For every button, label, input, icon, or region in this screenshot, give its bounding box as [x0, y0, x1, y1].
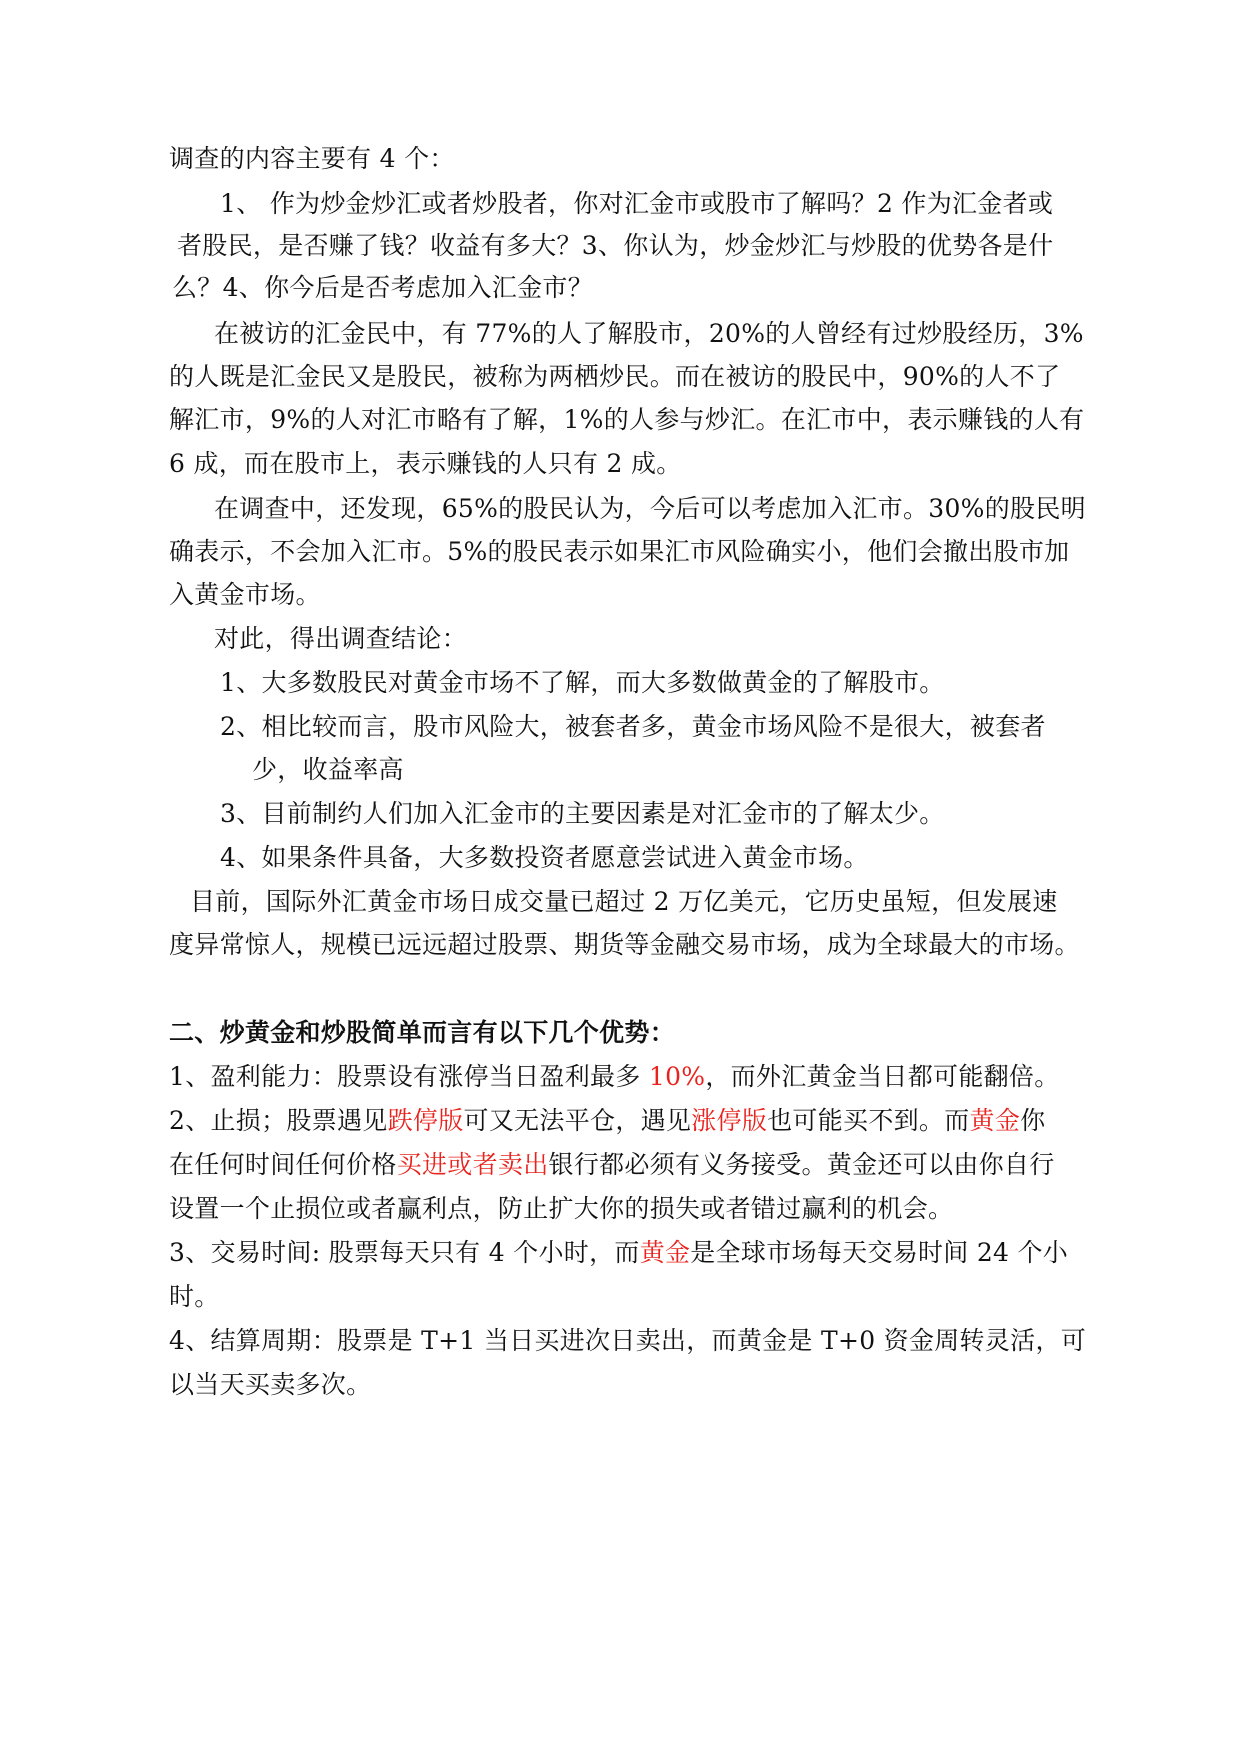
conclusion-item: 3、目前制约人们加入汇金市的主要因素是对汇金市的了解太少。 [220, 799, 945, 828]
advantage-item-stoploss-line3: 设置一个止损位或者赢利点，防止扩大你的损失或者错过赢利的机会。 [169, 1194, 954, 1223]
market-paragraph-line: 目前，国际外汇黄金市场日成交量已超过 2 万亿美元，它历史虽短，但发展速 [190, 887, 1058, 916]
advantage-item-stoploss-line2 [169, 1148, 1055, 1182]
text-segment: 3、交易时间: 股票每天只有 4 个小时，而 [169, 1238, 640, 1267]
text-segment: 银行都必须有义务接受。黄金还可以由你自行 [548, 1150, 1055, 1179]
highlight-text: 黄金 [639, 1238, 691, 1267]
advantage-item-settlement: 4、结算周期：股票是 T+1 当日买进次日卖出，而黄金是 T+0 资金周转灵活，可 [169, 1326, 1087, 1355]
text-segment: 2、止损；股票遇见 [169, 1106, 388, 1135]
advantage-item-profit [169, 1060, 1060, 1094]
market-paragraph-line: 度异常惊人，规模已远远超过股票、期货等金融交易市场，成为全球最大的市场。 [169, 930, 1080, 959]
conclusion-item-continuation: 少，收益率高 [252, 755, 404, 784]
highlight-text: 10% [648, 1062, 706, 1091]
survey-paragraph-line: 在被访的汇金民中，有 77%的人了解股市，20%的人曾经有过炒股经历，3% [214, 319, 1084, 348]
text-segment: 可又无法平仓，遇见 [463, 1106, 692, 1135]
findings-paragraph-line: 确表示，不会加入汇市。5%的股民表示如果汇市风险确实小，他们会撤出股市加 [169, 537, 1070, 566]
highlight-text: 跌停版 [387, 1106, 464, 1135]
conclusion-item: 1、大多数股民对黄金市场不了解，而大多数做黄金的了解股市。 [220, 668, 945, 697]
highlight-text: 涨停版 [691, 1106, 768, 1135]
conclusion-item: 4、如果条件具备，大多数投资者愿意尝试进入黄金市场。 [220, 843, 869, 872]
section-heading: 二、炒黄金和炒股简单而言有以下几个优势： [169, 1018, 676, 1047]
intro-line: 调查的内容主要有 4 个： [169, 144, 455, 173]
text-segment: 1、盈利能力：股票设有涨停当日盈利最多 [169, 1062, 649, 1091]
conclusion-item: 2、相比较而言，股市风险大，被套者多，黄金市场风险不是很大，被套者 [220, 712, 1046, 741]
question-line: 么？4、你今后是否考虑加入汇金市？ [172, 273, 594, 302]
advantage-item-trading-time-line2: 时。 [169, 1282, 220, 1311]
advantage-item-stoploss [169, 1104, 1045, 1138]
highlight-text: 买进或者卖出 [396, 1150, 549, 1179]
highlight-text: 黄金 [969, 1106, 1021, 1135]
text-segment: 是全球市场每天交易时间 24 个小 [690, 1238, 1069, 1267]
survey-paragraph-line: 6 成，而在股市上，表示赚钱的人只有 2 成。 [169, 449, 682, 478]
question-line: 1、 作为炒金炒汇或者炒股者，你对汇金市或股市了解吗？2 作为汇金者或 [220, 189, 1054, 218]
conclusion-intro: 对此，得出调查结论： [214, 624, 468, 653]
question-line: 者股民，是否赚了钱？收益有多大？3、你认为，炒金炒汇与炒股的优势各是什 [177, 231, 1054, 260]
advantage-item-settlement-line2: 以当天买卖多次。 [169, 1370, 372, 1399]
advantage-item-trading-time [169, 1236, 1068, 1270]
survey-paragraph-line: 的人既是汇金民又是股民，被称为两栖炒民。而在被访的股民中，90%的人不了 [169, 362, 1061, 391]
survey-paragraph-line: 解汇市，9%的人对汇市略有了解，1%的人参与炒汇。在汇市中，表示赚钱的人有 [169, 405, 1085, 434]
text-segment: 也可能买不到。而 [767, 1106, 970, 1135]
text-segment: 在任何时间任何价格 [169, 1150, 397, 1179]
findings-paragraph-line: 在调查中，还发现，65%的股民认为，今后可以考虑加入汇市。30%的股民明 [214, 494, 1086, 523]
findings-paragraph-line: 入黄金市场。 [169, 580, 321, 609]
text-segment: ，而外汇黄金当日都可能翻倍。 [705, 1062, 1060, 1091]
text-segment: 你 [1020, 1106, 1046, 1135]
